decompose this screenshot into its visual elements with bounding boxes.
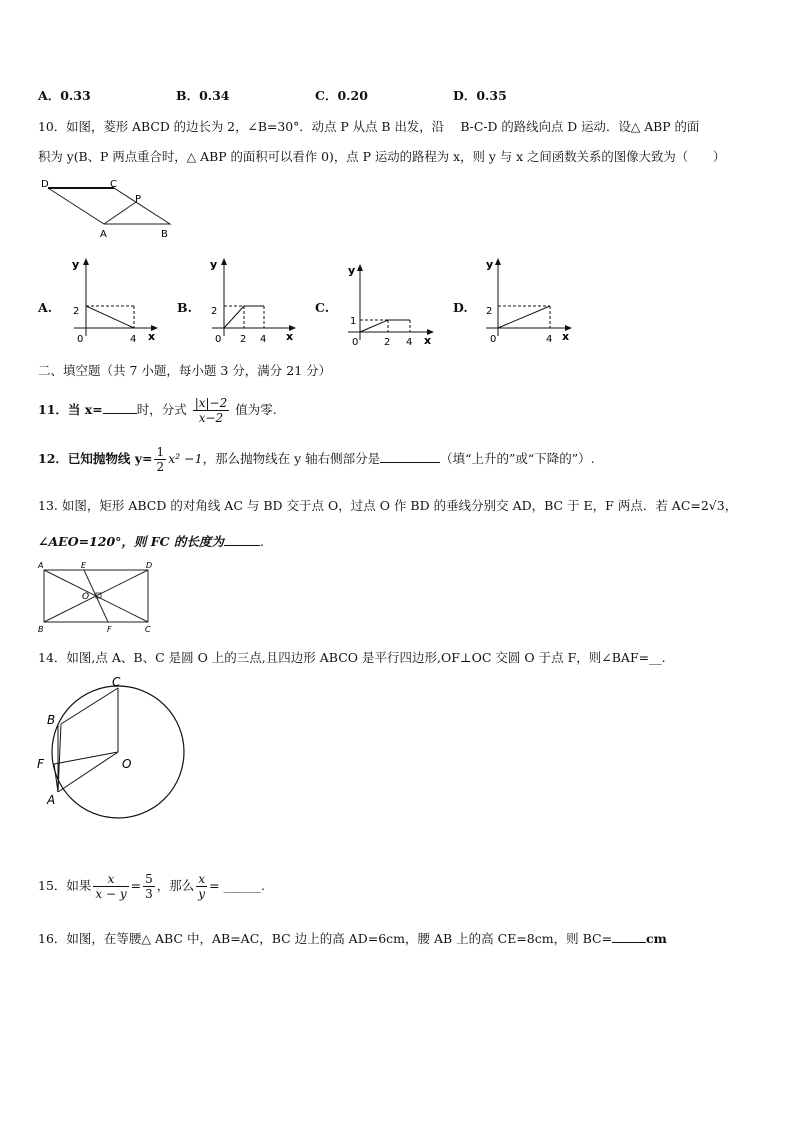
q10-text-line1: 10．如图，菱形 ABCD 的边长为 2，∠B=30°．动点 P 从点 B 出发，沿 B-C-D 的路线向点 D 运动．设△ ABP 的面 bbox=[38, 119, 700, 134]
q10-graph-b-label: B. bbox=[177, 300, 192, 315]
x-tick-4: 4 bbox=[260, 334, 267, 345]
q10-graph-b bbox=[206, 256, 296, 346]
q13-label-d: D bbox=[146, 561, 153, 570]
q15-fraction-3 bbox=[196, 872, 207, 901]
x-tick-2: 2 bbox=[240, 334, 247, 345]
y-tick: 2 bbox=[73, 306, 80, 317]
q11-numerator: |x|−2 bbox=[194, 396, 228, 410]
q10-label-a: A bbox=[100, 229, 107, 240]
q15-equals: = bbox=[130, 878, 142, 893]
origin: 0 bbox=[352, 337, 359, 348]
q10-label-c: C bbox=[110, 179, 117, 190]
q13-line2-prefix: ∠AEO=120°，则 FC 的长度为 bbox=[38, 534, 224, 549]
axis-x: x bbox=[286, 330, 294, 343]
q13-line2-suffix: . bbox=[259, 534, 264, 549]
q15-den-1: x − y bbox=[95, 887, 127, 901]
q13-label-f: F bbox=[107, 625, 112, 634]
axis-y: y bbox=[72, 258, 80, 271]
q12-prefix: 12．已知抛物线 y= bbox=[38, 451, 153, 466]
q9-option-b: B．0.34 bbox=[176, 88, 230, 103]
q15-num-2: 5 bbox=[145, 872, 153, 886]
q14-label-f: F bbox=[37, 757, 44, 771]
q11-mid: 时，分式 bbox=[136, 402, 187, 417]
axis-x: x bbox=[424, 334, 432, 347]
y-tick: 2 bbox=[486, 306, 493, 317]
q15-fraction-1 bbox=[93, 872, 128, 901]
q11-prefix: 11．当 x= bbox=[38, 402, 103, 417]
y-tick: 2 bbox=[211, 306, 218, 317]
x-tick-2: 2 bbox=[384, 337, 391, 348]
axis-y: y bbox=[210, 258, 218, 271]
section-fill-in-heading: 二、填空题（共 7 小题，每小题 3 分，满分 21 分） bbox=[38, 363, 332, 378]
q10-graph-c bbox=[344, 262, 436, 348]
q15-suffix: = ______. bbox=[209, 878, 265, 893]
q15-num-3: x bbox=[198, 872, 206, 886]
x-tick-4: 4 bbox=[406, 337, 413, 348]
x-tick: 4 bbox=[546, 334, 553, 345]
q14-label-a: A bbox=[47, 793, 56, 807]
q13-label-e: E bbox=[81, 561, 87, 570]
q11-blank bbox=[103, 402, 137, 414]
q14-circle-figure bbox=[34, 674, 194, 814]
q10-rhombus-figure bbox=[36, 176, 176, 242]
q15-num-1: x bbox=[93, 872, 128, 887]
q10-label-d: D bbox=[41, 179, 49, 190]
axis-y: y bbox=[486, 258, 494, 271]
q13-label-b: B bbox=[38, 625, 44, 634]
q13-blank bbox=[224, 534, 260, 546]
q14-text: 14．如图,点 A、B、C 是圆 O 上的三点,且四边形 ABCO 是平行四边形,OF⊥OC 交圆 O 于点 F，则∠BAF=__. bbox=[38, 650, 666, 665]
q12-denominator: 2 bbox=[156, 460, 165, 474]
q10-graph-d bbox=[482, 256, 574, 346]
q11 bbox=[38, 390, 277, 430]
q11-denominator: x−2 bbox=[198, 411, 224, 425]
y-tick: 1 bbox=[350, 316, 357, 327]
axis-x: x bbox=[562, 330, 570, 343]
axis-y: y bbox=[348, 264, 356, 277]
q10-graph-d-label: D. bbox=[453, 300, 468, 315]
q13-label-c: C bbox=[145, 625, 151, 634]
q15-den-3: y bbox=[198, 887, 206, 901]
q14-label-o: O bbox=[122, 757, 132, 771]
q13-label-a: A bbox=[38, 561, 44, 570]
x-tick: 4 bbox=[130, 334, 137, 345]
q13-rectangle-figure bbox=[36, 560, 158, 636]
q12-mid: ，那么抛物线在 y 轴右侧部分是 bbox=[202, 451, 381, 466]
q10-label-b: B bbox=[161, 229, 168, 240]
q11-suffix: 值为零. bbox=[235, 402, 277, 417]
origin: 0 bbox=[215, 334, 222, 345]
q15-den-2: 3 bbox=[145, 887, 153, 901]
q16 bbox=[38, 929, 667, 947]
q14-label-c: C bbox=[112, 675, 121, 689]
q12-suffix: （填“上升的”或“下降的”）. bbox=[440, 451, 595, 466]
q14-label-b: B bbox=[47, 713, 56, 727]
q15 bbox=[38, 866, 265, 906]
q16-blank bbox=[612, 931, 646, 943]
q11-fraction bbox=[193, 396, 230, 425]
q10-text-line2: 积为 y(B、P 两点重合时，△ ABP 的面积可以看作 0)，点 P 运动的路程为 x，则 y 与 x 之间函数关系的图像大致为（ ） bbox=[38, 149, 726, 164]
q16-prefix: 16．如图，在等腰△ ABC 中，AB=AC，BC 边上的高 AD=6cm，腰 AB 上的高 CE=8cm，则 BC= bbox=[38, 931, 613, 946]
q10-label-p: P bbox=[135, 194, 142, 205]
q12-blank bbox=[380, 451, 440, 463]
q12-expr: x² −1 bbox=[168, 451, 203, 466]
q10-graph-a-label: A. bbox=[38, 300, 53, 315]
q15-prefix: 15．如果 bbox=[38, 878, 92, 893]
q13-label-o: O bbox=[82, 592, 90, 602]
q9-option-c: C．0.20 bbox=[315, 88, 368, 103]
q12-numerator: 1 bbox=[156, 445, 165, 459]
q12 bbox=[38, 439, 595, 479]
origin: 0 bbox=[77, 334, 84, 345]
q10-graph-c-label: C. bbox=[315, 300, 330, 315]
q13-text-line2 bbox=[38, 532, 264, 550]
q9-option-a: A．0.33 bbox=[38, 88, 91, 103]
origin: 0 bbox=[490, 334, 497, 345]
q15-mid: ，那么 bbox=[156, 878, 195, 893]
axis-x: x bbox=[148, 330, 156, 343]
q16-suffix: cm bbox=[646, 931, 667, 946]
q15-fraction-2 bbox=[143, 872, 155, 901]
q10-graph-a bbox=[68, 256, 158, 346]
q13-text-line1: 13. 如图，矩形 ABCD 的对角线 AC 与 BD 交于点 O，过点 O 作 BD 的垂线分别交 AD，BC 于 E，F 两点．若 AC=2√3， bbox=[38, 498, 738, 513]
q12-fraction bbox=[154, 445, 166, 474]
q9-option-d: D．0.35 bbox=[453, 88, 507, 103]
